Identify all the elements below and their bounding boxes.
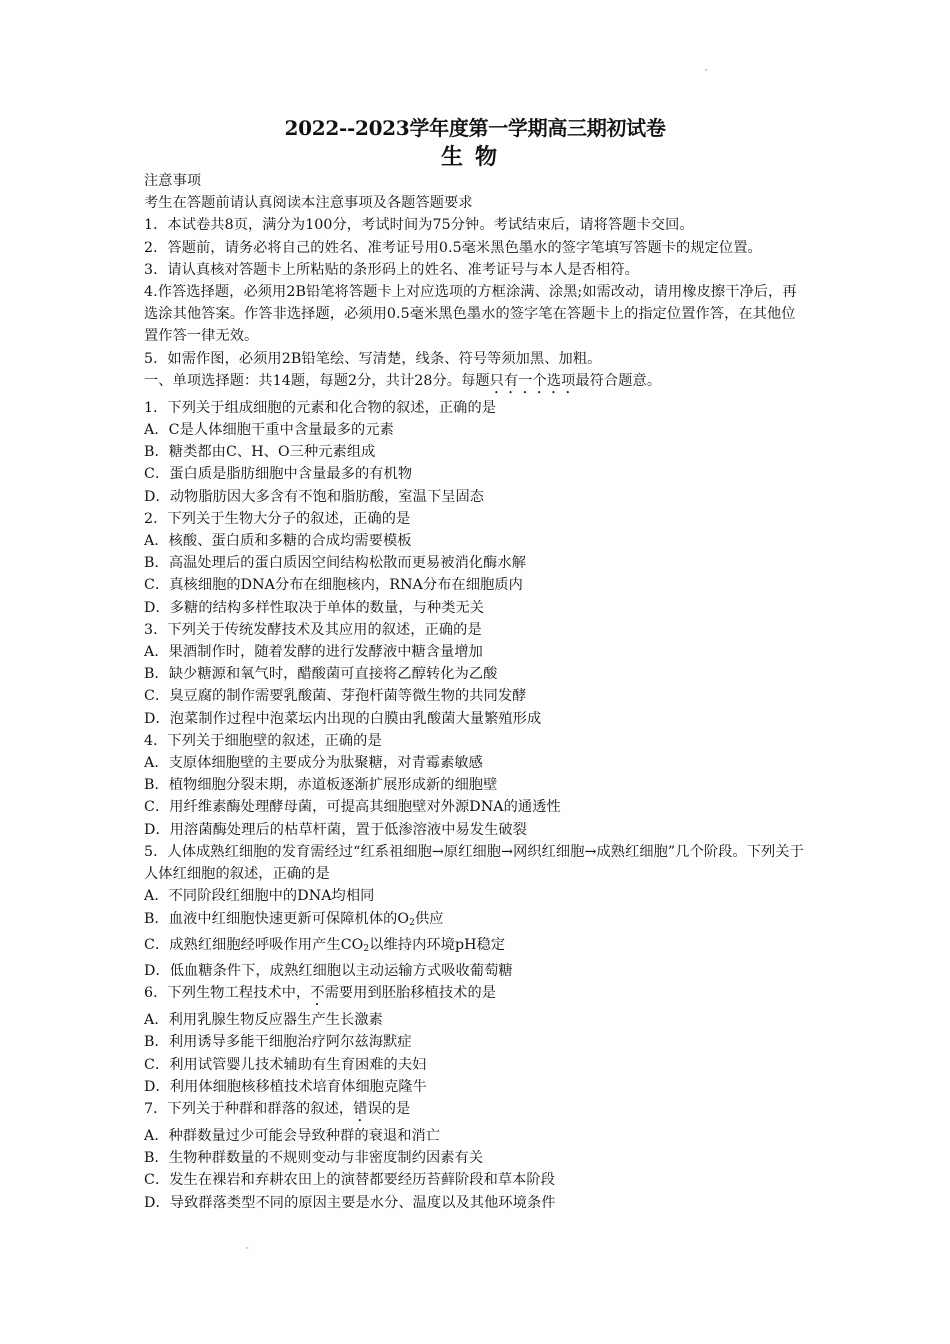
question-option	[144, 934, 809, 960]
stem-emphasis: 错	[353, 1100, 368, 1117]
question-stem	[144, 982, 809, 1009]
notice-item: 3．请认真核对答题卡上所粘贴的条形码上的姓名、准考证号与本人是否相符。	[144, 261, 639, 278]
question-option: C．蛋白质是脂肪细胞中含量最多的有机物	[144, 466, 413, 483]
stem-after: 误的是	[367, 1100, 411, 1117]
exam-title: 2022--2023学年度第一学期高三期初试卷	[284, 116, 666, 140]
page-mark-bottom: "	[246, 1247, 249, 1254]
subscript: 2	[363, 943, 370, 954]
question-option: D．动物脂肪因大多含有不饱和脂肪酸，室温下呈固态	[144, 488, 485, 505]
option-text-tail: 供应	[414, 910, 444, 927]
question-option: A．种群数量过少可能会导致种群的衰退和消亡	[144, 1127, 441, 1144]
subscript: 2	[409, 917, 415, 928]
exam-subject: 生物	[440, 144, 509, 170]
question-option: C．利用试管婴儿技术辅助有生育困难的夫妇	[144, 1056, 427, 1073]
notice-item: 4.作答选择题，必须用2B铅笔将答题卡上对应选项的方框涂满、涂黑;如需改动，请用橡皮擦干净后，再选涂其他答案。作答非选择题，必须用0.5毫米黑色墨水的签字笔在答题卡上的指定位置作答，在其他位置作答一律无效。	[144, 284, 797, 345]
question-option: A．利用乳腺生物反应器生产生长激素	[144, 1012, 383, 1029]
question-option: C．用纤维素酶处理酵母菌，可提高其细胞壁对外源DNA的通透性	[144, 799, 561, 816]
stem-emphasis: 不	[310, 985, 325, 1002]
question-stem: 2．下列关于生物大分子的叙述，正确的是	[144, 510, 411, 527]
question-option: B．植物细胞分裂末期，赤道板逐渐扩展形成新的细胞壁	[144, 777, 498, 794]
question-option: C．发生在裸岩和弃耕农田上的演替都要经历苔藓阶段和草本阶段	[144, 1172, 556, 1189]
notice-item: 1．本试卷共8页，满分为100分，考试时间为75分钟。考试结束后，请将答题卡交回。	[144, 217, 694, 234]
notice-heading: 注意事项	[144, 173, 202, 189]
section-heading-after: 最符合题意。	[575, 372, 662, 389]
stem-before: 6．下列生物工程技术中，	[144, 985, 311, 1002]
question-option: D．低血糖条件下，成熟红细胞以主动运输方式吸收葡萄糖	[144, 962, 513, 979]
stem-after: 需要用到胚胎移植技术的是	[324, 985, 497, 1002]
page-mark-top: "	[705, 69, 708, 76]
exam-content	[144, 170, 809, 1214]
notice-item: 5．如需作图，必须用2B铅笔绘、写清楚，线条、符号等须加黑、加粗。	[144, 350, 602, 367]
question-option: A．C是人体细胞干重中含量最多的元素	[144, 422, 394, 439]
section-heading-emphasis: 只有一个选项	[489, 372, 576, 389]
stem-before: 7．下列关于种群和群落的叙述，	[144, 1100, 354, 1117]
question-option: C．臭豆腐的制作需要乳酸菌、芽孢杆菌等微生物的共同发酵	[144, 688, 527, 705]
option-text: C．成熟红细胞经呼吸作用产生CO	[144, 936, 364, 953]
question-stem	[144, 1098, 809, 1125]
question-stem: 1．下列关于组成细胞的元素和化合物的叙述，正确的是	[144, 399, 497, 416]
question-stem: 4．下列关于细胞壁的叙述，正确的是	[144, 732, 382, 749]
question-stem: 3．下列关于传统发酵技术及其应用的叙述，正确的是	[144, 621, 482, 638]
question-option: B．糖类都由C、H、O三种元素组成	[144, 444, 376, 461]
question-option: B．利用诱导多能干细胞治疗阿尔兹海默症	[144, 1034, 412, 1051]
question-option: B．缺少糖源和氧气时，醋酸菌可直接将乙醇转化为乙酸	[144, 666, 498, 683]
question-option: A．支原体细胞壁的主要成分为肽聚糖，对青霉素敏感	[144, 755, 483, 772]
question-option: D．利用体细胞核移植技术培育体细胞克隆牛	[144, 1078, 427, 1095]
option-text: B．血液中红细胞快速更新可保障机体的O	[144, 910, 410, 927]
notice-item: 2．答题前，请务必将自己的姓名、准考证号用0.5毫米黑色墨水的签字笔填写答题卡的规定位置。	[144, 239, 762, 256]
question-option: B．生物种群数量的不规则变动与非密度制约因素有关	[144, 1150, 484, 1167]
section-heading	[144, 370, 809, 397]
question-option: A．不同阶段红细胞中的DNA均相同	[144, 888, 375, 905]
notice-intro: 考生在答题前请认真阅读本注意事项及各题答题要求	[144, 195, 473, 212]
question-option: D．导致群落类型不同的原因主要是水分、温度以及其他环境条件	[144, 1194, 556, 1211]
question-option	[144, 908, 809, 934]
question-option: A．核酸、蛋白质和多糖的合成均需要模板	[144, 533, 412, 550]
question-option: B．高温处理后的蛋白质因空间结构松散而更易被消化酶水解	[144, 555, 527, 572]
question-stem: 5．人体成熟红细胞的发育需经过“红系祖细胞→原红细胞→网织红细胞→成熟红细胞”几个阶段。下列关于人体红细胞的叙述，正确的是	[144, 843, 804, 883]
section-heading-before: 一、单项选择题：共14题，每题2分，共计28分。每题	[144, 372, 490, 389]
question-option: D．泡菜制作过程中泡菜坛内出现的白膜由乳酸菌大量繁殖形成	[144, 710, 542, 727]
question-option: D．用溶菌酶处理后的枯草杆菌，置于低渗溶液中易发生破裂	[144, 821, 527, 838]
question-option: C．真核细胞的DNA分布在细胞核内，RNA分布在细胞质内	[144, 577, 523, 594]
option-text-tail: 以维持内环境pH稳定	[369, 936, 506, 953]
question-option: D．多糖的结构多样性取决于单体的数量，与种类无关	[144, 599, 485, 616]
question-option: A．果酒制作时，随着发酵的进行发酵液中糖含量增加	[144, 644, 483, 661]
